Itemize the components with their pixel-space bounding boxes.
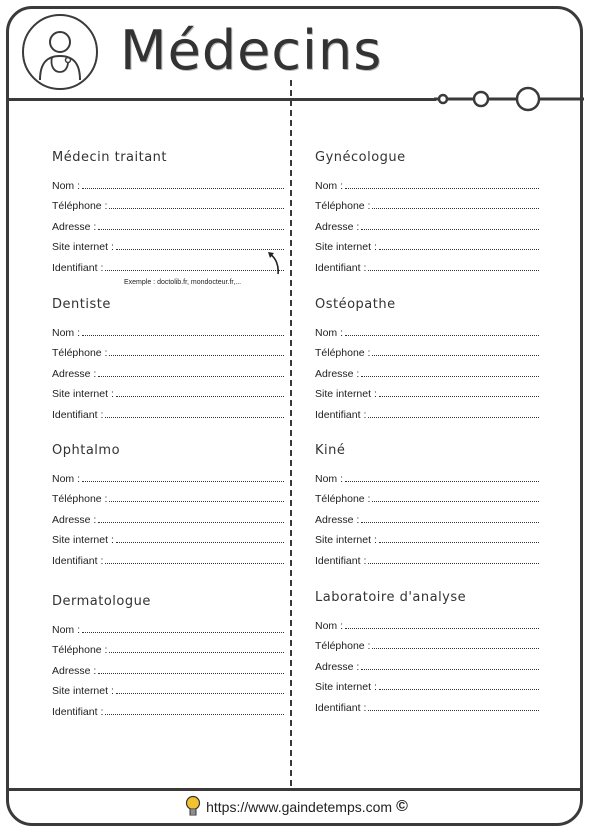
section-gynecologue — [315, 150, 539, 275]
field-label: Téléphone : — [52, 200, 108, 212]
field-label: Identifiant : — [52, 261, 104, 274]
fill-line[interactable] — [345, 335, 539, 336]
section-heading: Ostéopathe — [315, 297, 396, 312]
field-site[interactable] — [52, 381, 284, 402]
fill-line[interactable] — [345, 481, 539, 482]
fill-line[interactable] — [82, 335, 284, 336]
section-laboratoire — [315, 590, 539, 715]
fill-line[interactable] — [109, 652, 284, 653]
field-label: Nom : — [315, 619, 344, 632]
field-label: Adresse : — [315, 513, 360, 526]
field-site[interactable] — [52, 678, 284, 699]
fill-line[interactable] — [105, 714, 284, 715]
fill-line[interactable] — [82, 632, 284, 633]
field-label: Adresse : — [315, 660, 360, 673]
field-nom[interactable] — [52, 616, 284, 637]
field-label: Nom : — [52, 472, 81, 485]
field-label: Identifiant : — [315, 261, 367, 274]
field-label: Téléphone : — [315, 200, 371, 212]
fill-line[interactable] — [368, 270, 539, 271]
fill-line[interactable] — [105, 563, 284, 564]
field-telephone[interactable] — [52, 486, 284, 507]
example-note: Exemple : doctolib.fr, mondocteur.fr,... — [124, 279, 242, 286]
column-divider — [290, 80, 292, 786]
fill-line[interactable] — [109, 208, 284, 209]
fill-line[interactable] — [105, 417, 284, 418]
section-heading: Dermatologue — [52, 594, 151, 609]
section-osteopathe — [315, 297, 539, 422]
field-label: Site internet : — [315, 534, 377, 546]
field-telephone[interactable] — [315, 486, 539, 507]
field-label: Identifiant : — [315, 701, 367, 714]
field-site[interactable] — [315, 527, 539, 548]
field-site[interactable] — [315, 234, 539, 255]
section-heading: Gynécologue — [315, 150, 406, 165]
lightbulb-icon — [184, 795, 202, 819]
field-site[interactable] — [52, 527, 284, 548]
field-site[interactable] — [52, 234, 284, 255]
field-label: Site internet : — [315, 241, 377, 253]
field-nom[interactable] — [315, 465, 539, 486]
field-telephone[interactable] — [315, 633, 539, 654]
field-label: Adresse : — [52, 513, 97, 526]
fill-line[interactable] — [361, 229, 539, 230]
field-label: Identifiant : — [52, 554, 104, 567]
field-identifiant[interactable] — [315, 694, 539, 715]
field-identifiant[interactable] — [52, 401, 284, 422]
fill-line[interactable] — [116, 396, 284, 397]
doctor-icon — [22, 14, 98, 90]
field-nom[interactable] — [52, 465, 284, 486]
field-telephone[interactable] — [315, 340, 539, 361]
fill-line[interactable] — [98, 376, 284, 377]
fill-line[interactable] — [372, 648, 539, 649]
field-label: Adresse : — [315, 220, 360, 233]
field-label: Téléphone : — [315, 347, 371, 359]
section-heading: Laboratoire d'analyse — [315, 590, 467, 605]
field-label: Nom : — [52, 326, 81, 339]
field-label: Téléphone : — [52, 493, 108, 505]
field-adresse[interactable] — [315, 360, 539, 381]
section-kine — [315, 443, 539, 568]
fill-line[interactable] — [361, 376, 539, 377]
field-label: Site internet : — [52, 241, 114, 253]
fill-line[interactable] — [109, 501, 284, 502]
header-divider — [6, 98, 436, 101]
fill-line[interactable] — [379, 542, 539, 543]
field-site[interactable] — [315, 381, 539, 402]
field-adresse[interactable] — [52, 657, 284, 678]
footer-divider — [6, 788, 583, 791]
fill-line[interactable] — [82, 188, 284, 189]
fill-line[interactable] — [345, 188, 539, 189]
fill-line[interactable] — [105, 270, 284, 271]
fill-line[interactable] — [98, 229, 284, 230]
fill-line[interactable] — [116, 249, 284, 250]
fill-line[interactable] — [368, 710, 539, 711]
field-adresse[interactable] — [315, 213, 539, 234]
field-adresse[interactable] — [52, 506, 284, 527]
section-heading: Ophtalmo — [52, 443, 121, 458]
fill-line[interactable] — [368, 563, 539, 564]
fill-line[interactable] — [345, 628, 539, 629]
field-site[interactable] — [315, 674, 539, 695]
fill-line[interactable] — [379, 249, 539, 250]
fill-line[interactable] — [368, 417, 539, 418]
curved-arrow-icon — [264, 248, 284, 276]
fill-line[interactable] — [361, 522, 539, 523]
field-label: Identifiant : — [52, 705, 104, 718]
field-nom[interactable] — [315, 612, 539, 633]
section-dentiste — [52, 297, 284, 422]
field-telephone[interactable] — [52, 193, 284, 214]
field-label: Téléphone : — [52, 347, 108, 359]
fill-line[interactable] — [372, 501, 539, 502]
fill-line[interactable] — [98, 522, 284, 523]
field-label: Identifiant : — [315, 554, 367, 567]
field-label: Téléphone : — [315, 493, 371, 505]
decorative-circles-icon — [434, 83, 584, 113]
field-identifiant[interactable] — [315, 547, 539, 568]
field-identifiant[interactable] — [52, 254, 284, 275]
field-identifiant[interactable] — [52, 547, 284, 568]
field-label: Nom : — [315, 326, 344, 339]
field-telephone[interactable] — [315, 193, 539, 214]
field-identifiant[interactable] — [315, 254, 539, 275]
section-heading: Médecin traitant — [52, 150, 168, 165]
footer-link[interactable]: https://www.gaindetemps.com — [206, 799, 393, 815]
fill-line[interactable] — [116, 693, 284, 694]
field-label: Nom : — [52, 623, 81, 636]
fill-line[interactable] — [379, 689, 539, 690]
fill-line[interactable] — [361, 669, 539, 670]
field-label: Site internet : — [52, 534, 114, 546]
field-label: Adresse : — [52, 220, 97, 233]
field-nom[interactable] — [52, 319, 284, 340]
field-nom[interactable] — [315, 319, 539, 340]
fill-line[interactable] — [98, 673, 284, 674]
fill-line[interactable] — [82, 481, 284, 482]
section-dermatologue — [52, 594, 284, 719]
field-label: Nom : — [315, 472, 344, 485]
section-medecin-traitant — [52, 150, 284, 275]
field-label: Site internet : — [52, 388, 114, 400]
field-identifiant[interactable] — [52, 698, 284, 719]
field-label: Téléphone : — [52, 644, 108, 656]
field-telephone[interactable] — [52, 637, 284, 658]
field-label: Adresse : — [52, 367, 97, 380]
field-nom[interactable] — [52, 172, 284, 193]
fill-line[interactable] — [372, 208, 539, 209]
field-label: Site internet : — [315, 388, 377, 400]
fill-line[interactable] — [379, 396, 539, 397]
field-label: Site internet : — [315, 681, 377, 693]
field-label: Nom : — [315, 179, 344, 192]
field-adresse[interactable] — [315, 506, 539, 527]
fill-line[interactable] — [109, 355, 284, 356]
field-telephone[interactable] — [52, 340, 284, 361]
field-nom[interactable] — [315, 172, 539, 193]
section-ophtalmo — [52, 443, 284, 568]
footer — [0, 794, 592, 820]
field-adresse[interactable] — [52, 360, 284, 381]
fill-line[interactable] — [372, 355, 539, 356]
section-heading: Kiné — [315, 443, 346, 458]
field-label: Téléphone : — [315, 640, 371, 652]
field-label: Nom : — [52, 179, 81, 192]
field-label: Adresse : — [52, 664, 97, 677]
field-label: Site internet : — [52, 685, 114, 697]
field-label: Adresse : — [315, 367, 360, 380]
field-label: Identifiant : — [315, 408, 367, 421]
field-label: Identifiant : — [52, 408, 104, 421]
field-identifiant[interactable] — [315, 401, 539, 422]
page-title: Médecins — [120, 19, 383, 82]
fill-line[interactable] — [116, 542, 284, 543]
field-adresse[interactable] — [52, 213, 284, 234]
field-adresse[interactable] — [315, 653, 539, 674]
section-heading: Dentiste — [52, 297, 111, 312]
copyright-icon: © — [396, 798, 408, 815]
